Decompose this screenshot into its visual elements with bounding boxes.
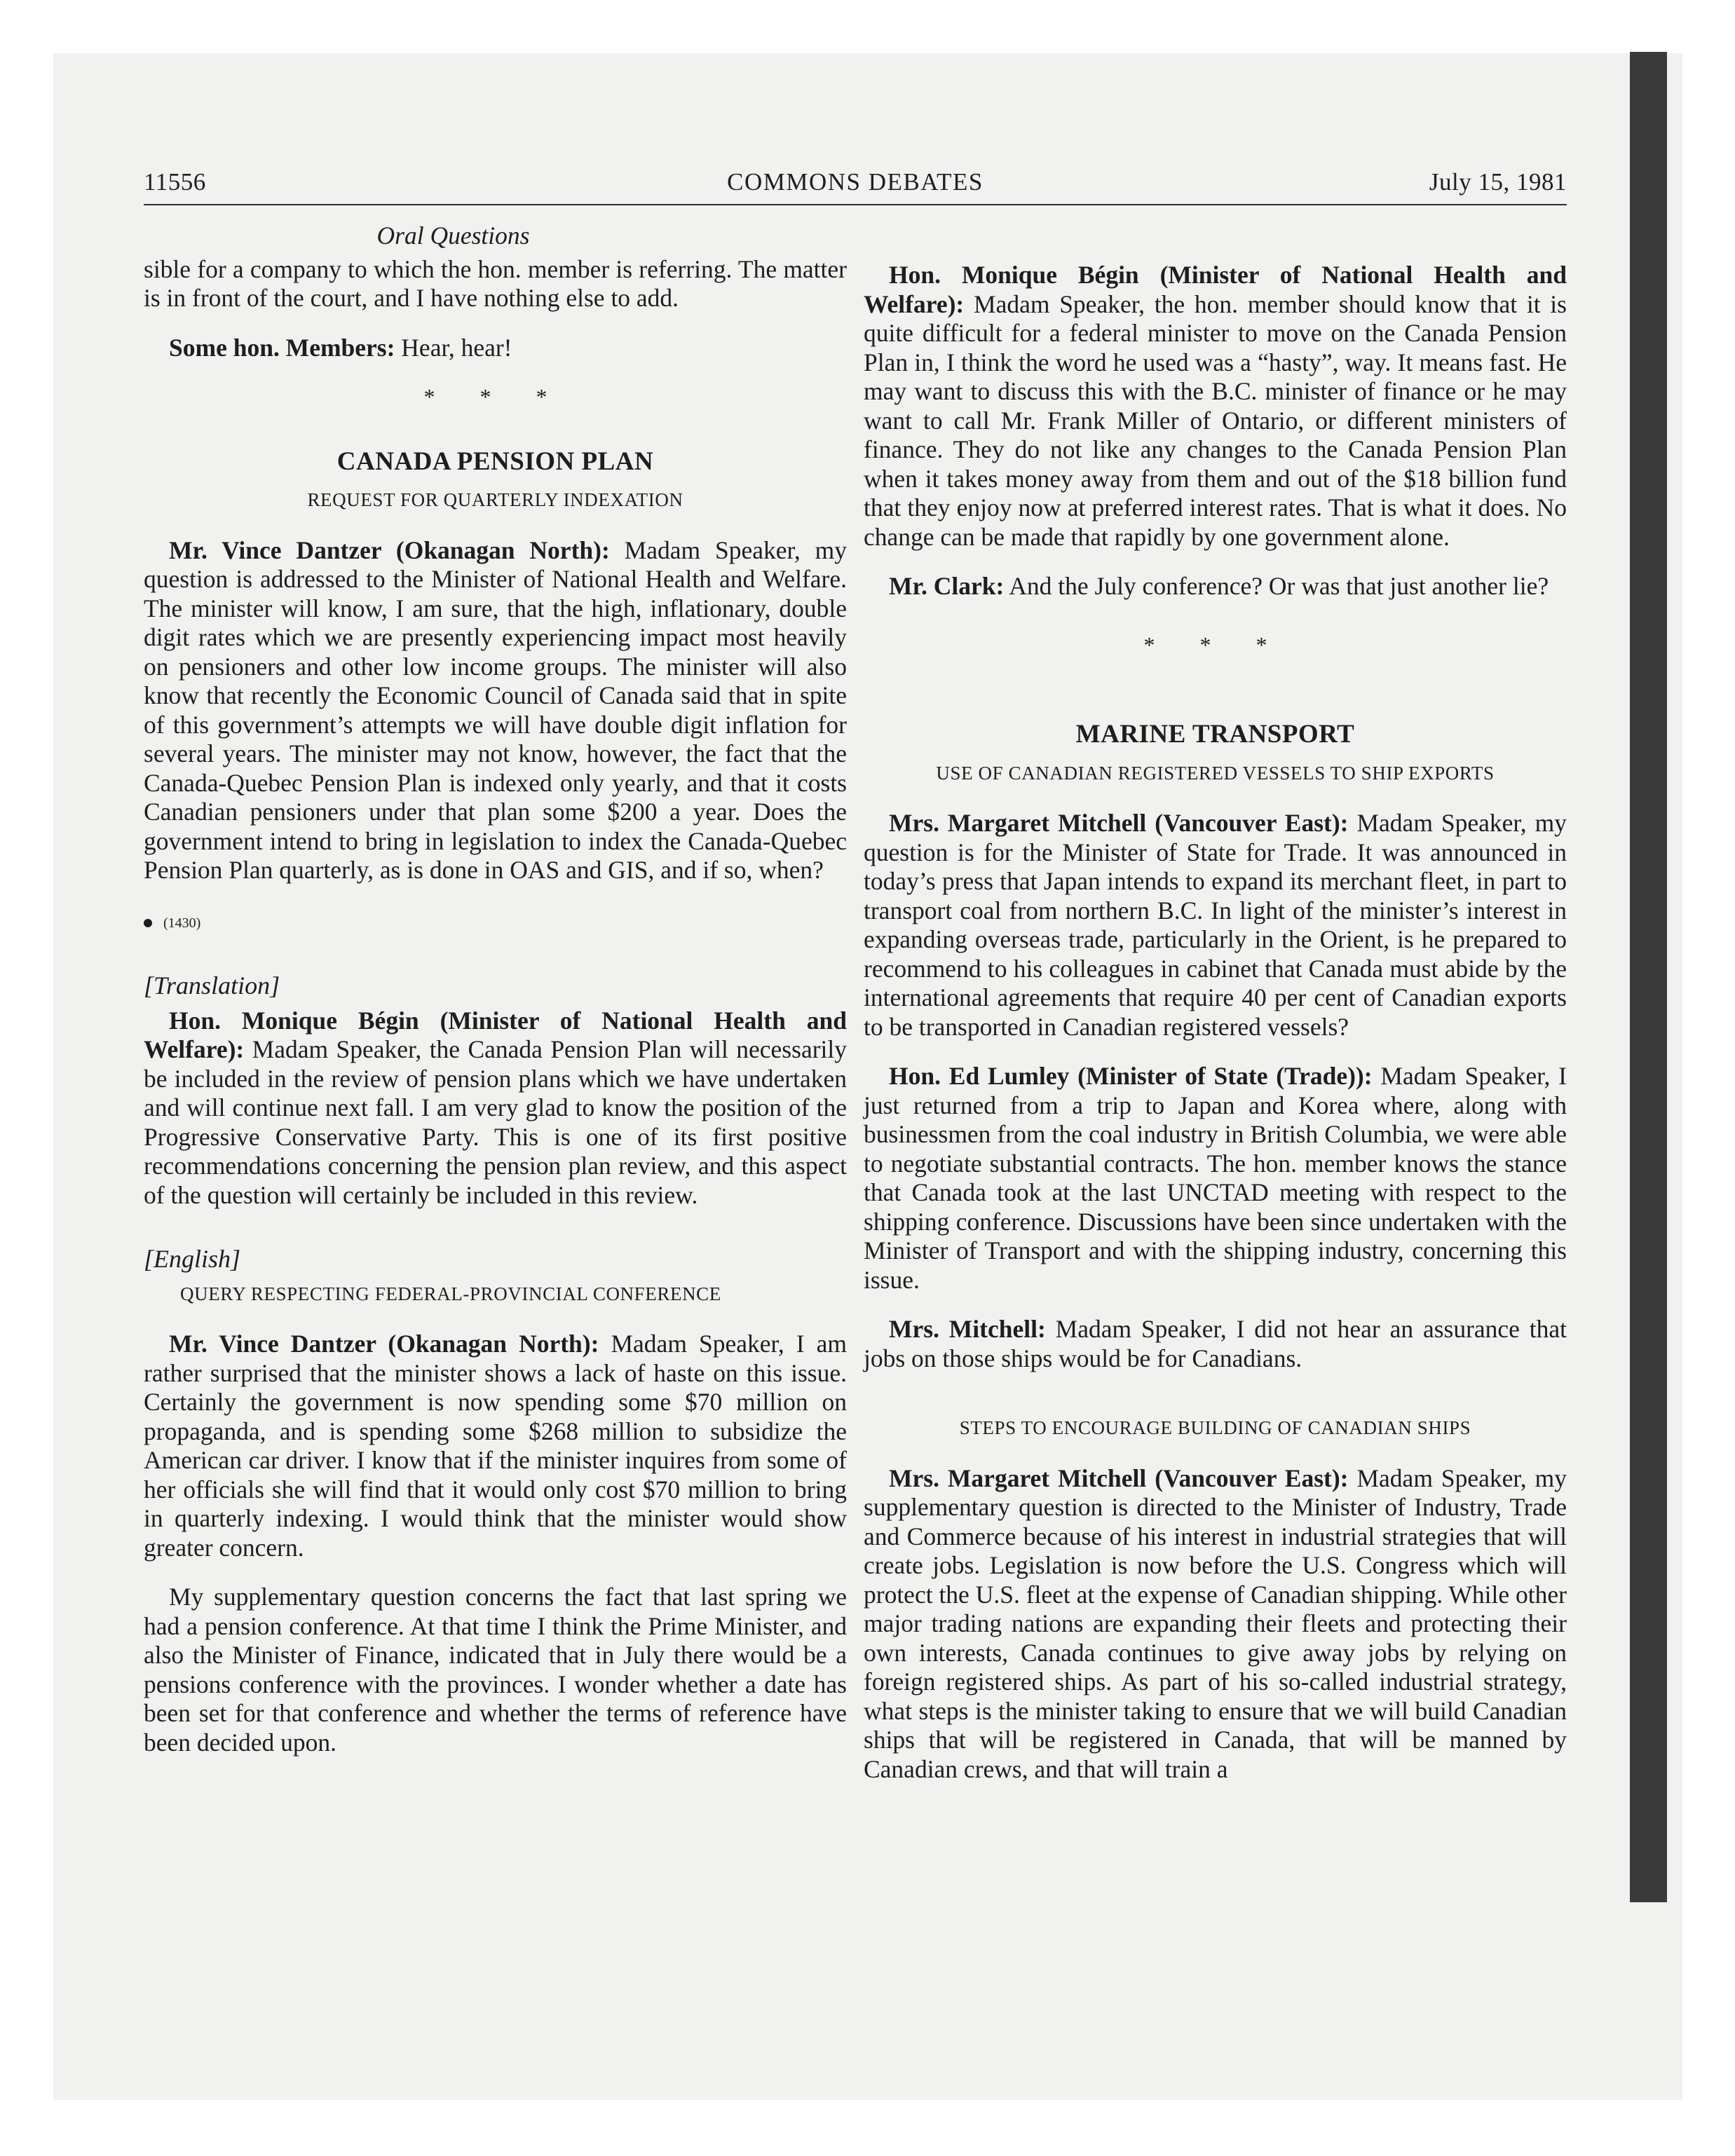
speaker: Hon. Ed Lumley (Minister of State (Trade)): <box>889 1062 1373 1090</box>
publication-title: COMMONS DEBATES <box>727 168 984 196</box>
binding-edge <box>1630 52 1667 1902</box>
speaker: Mr. Vince Dantzer (Okanagan North): <box>169 535 610 564</box>
speech: Mr. Vince Dantzer (Okanagan North): Madam Speaker, I am rather surprised that the minister shows a lack of haste on this issue. Certainly the government is now spending some $70 million on propaganda, and is spending some $268 million to subsidize the American car driver. I know that if the minister inquires from some of her officials she will find that it would only cost $70 million to bring in quarterly indexing. I would think that the minister would show greater concern. <box>144 1330 848 1562</box>
speech: Some hon. Members: Hear, hear! <box>169 333 512 362</box>
section-heading: MARINE TRANSPORT <box>1075 720 1355 749</box>
section-separator: * * * <box>1143 632 1287 657</box>
speaker: Mrs. Mitchell: <box>889 1315 1046 1343</box>
subheading: QUERY RESPECTING FEDERAL-PROVINCIAL CONFERENCE <box>180 1283 721 1304</box>
page-number: 11556 <box>144 168 206 196</box>
subheading: REQUEST FOR QUARTERLY INDEXATION <box>307 489 683 510</box>
speech: Hon. Ed Lumley (Minister of State (Trade)): Madam Speaker, I just returned from a trip to Japan and Korea where, along with businessmen from the coal industry in British Columbia, we were able to negotiate substantial contracts. The hon. member knows the stance that Canada took at the last UNCTAD meeting with respect to the shipping conference. Discussions have been since undertaken with the Minister of Transport and with the shipping industry, concerning this issue. <box>864 1062 1567 1294</box>
speaker: Hon. Monique Bégin (Minister of National Health and Welfare): <box>144 1006 847 1063</box>
speaker: Mrs. Margaret Mitchell (Vancouver East): <box>889 809 1349 837</box>
section-separator: * * * <box>423 384 567 409</box>
speaker: Mr. Vince Dantzer (Okanagan North): <box>169 1330 599 1358</box>
paragraph: sible for a company to which the hon. member is referring. The matter is in front of the court, and I have nothing else to add. <box>144 254 847 312</box>
paragraph: My supplementary question concerns the fact that last spring we had a pension conference. At that time I think the Prime Minister, and also the Minister of Finance, indicated that in July there would be a pensions conference with the provinces. I wonder whether a date has been set for that conference and whether the terms of reference have been decided upon. <box>144 1583 847 1756</box>
subheading: STEPS TO ENCOURAGE BUILDING OF CANADIAN SHIPS <box>959 1417 1471 1438</box>
subheading: USE OF CANADIAN REGISTERED VESSELS TO SHIP EXPORTS <box>936 762 1495 784</box>
speaker: Mrs. Margaret Mitchell (Vancouver East): <box>889 1464 1349 1492</box>
language-tag: [Translation] <box>144 971 280 999</box>
page-header <box>144 168 1567 203</box>
section-heading: CANADA PENSION PLAN <box>336 446 654 476</box>
sitting-date: July 15, 1981 <box>1429 168 1567 196</box>
speaker: Mr. Clark: <box>889 572 1005 600</box>
section-tag: Oral Questions <box>376 221 530 250</box>
right-column <box>864 216 1567 1804</box>
speech: Mr. Clark: And the July conference? Or was that just another lie? <box>889 572 1549 600</box>
bullet-icon <box>144 919 152 927</box>
language-tag: [English] <box>144 1245 241 1273</box>
speech: Hon. Monique Bégin (Minister of National Health and Welfare): Madam Speaker, the Canada Pension Plan will necessarily be included in the review of pension plans which we have undertaken and will continue next fall. I am very glad to know the position of the Progressive Conservative Party. This is one of its first positive recommendations concerning the pension plan review, and this aspect of the question will certainly be included in this review. <box>144 1006 847 1209</box>
speech: Mr. Vince Dantzer (Okanagan North): Madam Speaker, my question is addressed to the Minister of National Health and Welfare. The minister will know, I am sure, that the high, inflationary, double digit rates which we are presently experiencing impact most heavily on pensioners and other low income groups. The minister will also know that recently the Economic Council of Canada said that in spite of this government’s attempts we will have double digit inflation for several years. The minister may not know, however, the fact that the Canada-Quebec Pension Plan is indexed only yearly, and that it costs Canadian pensioners under that plan some $200 a year. Does the government intend to bring in legislation to index the Canada-Quebec Pension Plan quarterly, as is done in OAS and GIS, and if so, when? <box>144 535 847 884</box>
speaker: Some hon. Members: <box>169 333 395 362</box>
speech: Mrs. Mitchell: Madam Speaker, I did not hear an assurance that jobs on those ships would be for Canadians. <box>864 1315 1567 1372</box>
speech: Hon. Monique Bégin (Minister of National Health and Welfare): Madam Speaker, the hon. member should know that it is quite difficult for a federal minister to move on the Canada Pension Plan in, I think the word he used was a “hasty”, way. It means fast. He may want to discuss this with the B.C. minister of finance or he may want to call Mr. Frank Miller of Ontario, or different ministers of finance. They do not like any changes to the Canada Pension Plan when it takes money away from them and out of the $18 billion fund that they enjoy now at preferred interest rates. That is what it does. No change can be made that rapidly by one government alone. <box>864 261 1567 551</box>
speech: Mrs. Margaret Mitchell (Vancouver East): Madam Speaker, my supplementary question is directed to the Minister of Industry, Trade and Commerce because of his interest in industrial strategies that will create jobs. Legislation is now before the U.S. Congress which will protect the U.S. fleet at the expense of Canadian shipping. While other major trading nations are expanding their fleets and protecting their own interests, Canada continues to give away jobs by relying on foreign registered ships. As part of his so-called industrial strategy, what steps is the minister taking to ensure that we will build Canadian ships that will be registered in Canada, that will be manned by Canadian crews, and that will train a <box>864 1464 1567 1783</box>
left-column <box>144 216 847 1778</box>
header-rule <box>144 204 1567 205</box>
speaker: Hon. Monique Bégin (Minister of National Health and Welfare): <box>864 261 1567 318</box>
speech: Mrs. Margaret Mitchell (Vancouver East): Madam Speaker, my question is for the Minister of State for Trade. It was announced in today’s press that Japan intends to expand its merchant fleet, in part to transport coal from northern B.C. In light of the minister’s interest in expanding overseas trade, particularly in the Orient, is he prepared to recommend to his colleagues in cabinet that Canada must abide by the international agreements that require 40 per cent of Canadian exports to be transported in Canadian registered vessels? <box>864 809 1567 1041</box>
time-marker: (1430) <box>144 909 847 939</box>
